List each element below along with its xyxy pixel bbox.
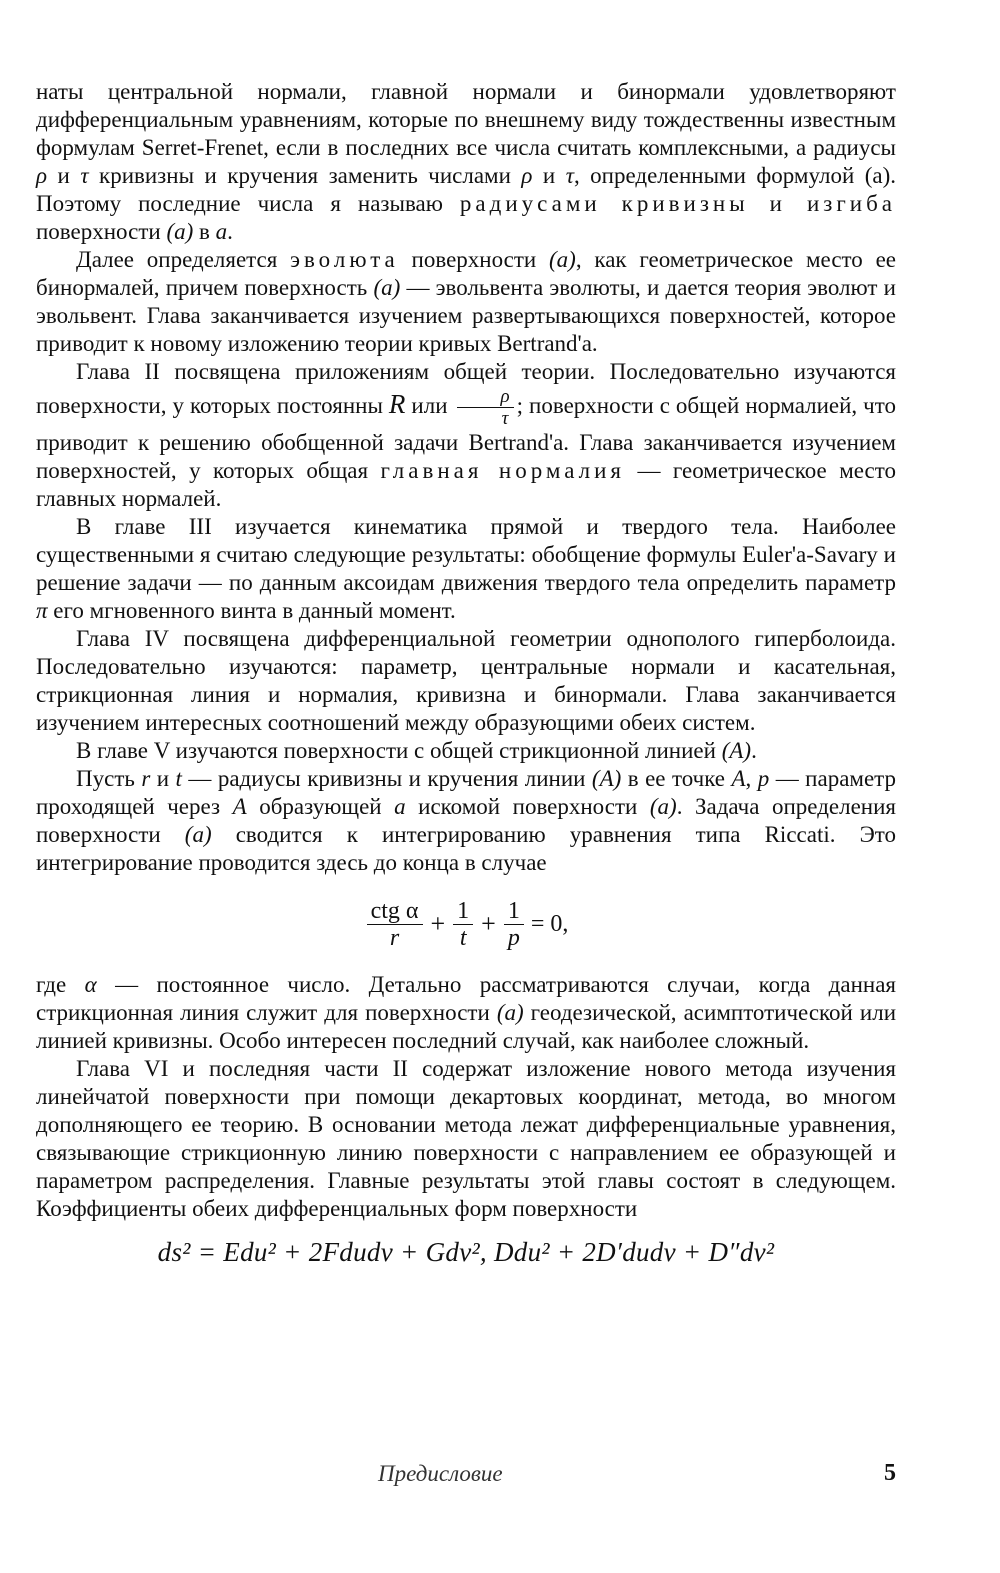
riccati-equation: $\frac{\text{ctg α}}{r}$ + $\frac{1}{t}$ + $\frac{1}{p}$ = 0, xyxy=(36,877,896,971)
body-text xyxy=(36,78,896,1269)
paragraph-1: наты центральной нормали, главной нормали и бинормали удовлетворяют дифференциальным уравнениям, которые по внешнему виду тождественны известным формулам Serret-Frenet, если в последних все числа считать комплексными, а радиусы ρ и τ кривизны и кручения заменить числами ρ и τ, определенными формулой (а). Поэтому последние числа я называю радиусами кривизны и изгиба поверхности (a) в a. xyxy=(36,79,897,244)
spaced-term: эволюта xyxy=(290,247,399,272)
spaced-term: главная нормалия xyxy=(380,458,626,483)
fraction-ctg-alpha-r: $\frac{\text{ctg α}}{r}$ xyxy=(367,898,423,951)
paragraph-4: В главе III изучается кинематика прямой и твердого тела. Наиболее существенными я считаю следующие результаты: обобщение формулы Euler'a-Savary и решение задачи — по данным аксоидам движения твердого тела определить параметр π его мгновенного винта в данный момент. xyxy=(36,514,896,623)
paragraph-7: Пусть r и t — радиусы кривизны и кручения линии (A) в ее точке A, p — параметр проходящей через A образующей a искомой поверхности (a). Задача определения поверхности (a) сводится к интегрированию уравнения типа Riccati. Это интегрирование проводится здесь до конца в случае xyxy=(36,766,897,875)
paragraph-5: Глава IV посвящена дифференциальной геометрии однополого гиперболоида. Последовательно изучаются: параметр, центральные нормали и касательная, стрикционная линия и нормалия, кривизна и бинормали. Глава заканчивается изучением интересных соотношений между образующими обеих систем. xyxy=(36,626,896,735)
paragraph-8: где α — постоянное число. Детально рассматриваются случаи, когда данная стрикционная линия служит для поверхности (a) геодезической, асимптотической или линией кривизны. Особо интересен последний случай, как наиболее сложный. xyxy=(36,972,896,1053)
math-R: R xyxy=(388,388,406,419)
paragraph-6: В главе V изучаются поверхности с общей стрикционной линией (A). xyxy=(76,738,757,763)
differential-forms-equation: ds² = Edu² + 2Fdudv + Gdv², Ddu² + 2D′dudv + D″dv² xyxy=(157,1237,775,1267)
fraction-rho-tau: $\frac{\rho}{\tau}$ xyxy=(457,386,514,429)
spaced-term: радиусами кривизны и изгиба xyxy=(459,191,896,216)
fraction-1-t: $\frac{1}{t}$ xyxy=(453,898,473,951)
paragraph-9: Глава VI и последняя части II содержат изложение нового метода изучения линейчатой поверхности при помощи декартовых координат, метода, во многом дополняющего ее теорию. В основании метода лежат дифференциальные уравнения, связывающие стрикционную линию поверхности с направлением ее образующей и параметром распределения. Главные результаты этой главы состоят в следующем. Коэффициенты обеих дифференциальных форм поверхности xyxy=(36,1056,896,1221)
paragraph-2: Далее определяется эволюта поверхности (a), как геометрическое место ее бинормалей, причем поверхность (a) — эвольвента эволюты, и дается теория эволют и эвольвент. Глава заканчивается изучением развертывающихся поверхностей, которое приводит к новому изложению теории кривых Bertrand'a. xyxy=(36,247,896,356)
fraction-1-p: $\frac{1}{p}$ xyxy=(504,898,524,951)
running-footer-title: Предисловие xyxy=(378,1461,503,1486)
paragraph-3: Глава II посвящена приложениям общей теории. Последовательно изучаются поверхности, у которых постоянны R или $\frac{\rho}{\tau}$ ; поверхности с общей нормалией, что приводит к решению обобщенной задачи Bertrand'a. Глава заканчивается изучением поверхностей, у которых общая главная нормалия — геометрическое место главных нормалей. xyxy=(36,359,896,511)
page-number: 5 xyxy=(884,1460,896,1486)
